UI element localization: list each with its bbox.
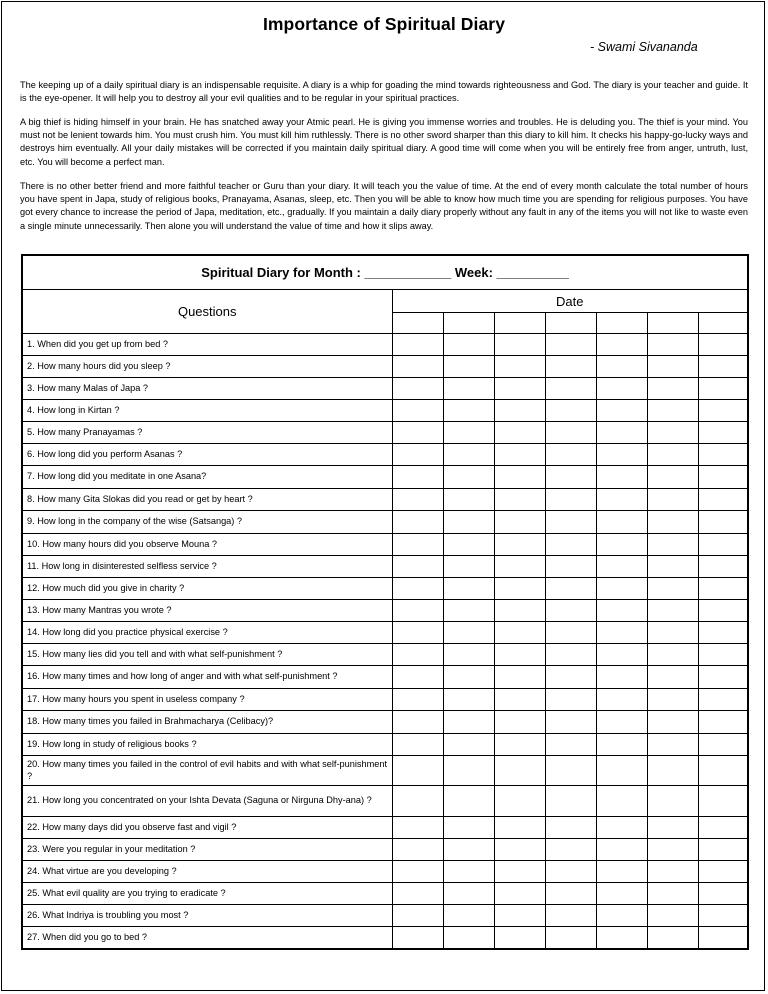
question-cell: 12. How much did you give in charity ? [22, 578, 392, 600]
answer-cell[interactable] [443, 756, 494, 786]
answer-cell[interactable] [443, 689, 494, 711]
answer-cell[interactable] [596, 666, 647, 689]
answer-cell[interactable] [596, 905, 647, 927]
answer-cell[interactable] [494, 466, 545, 489]
answer-cell[interactable] [392, 556, 443, 578]
answer-cell[interactable] [647, 817, 698, 839]
answer-cell[interactable] [494, 622, 545, 644]
answer-cell[interactable] [494, 356, 545, 378]
answer-cell[interactable] [596, 861, 647, 883]
answer-cell[interactable] [494, 711, 545, 734]
answer-cell[interactable] [494, 489, 545, 511]
answer-cell[interactable] [494, 578, 545, 600]
answer-cell[interactable] [596, 689, 647, 711]
answer-cell[interactable] [545, 444, 596, 466]
answer-cell[interactable] [443, 861, 494, 883]
answer-cell[interactable] [545, 644, 596, 666]
question-cell: 17. How many hours you spent in useless company ? [22, 689, 392, 711]
answer-cell[interactable] [698, 905, 748, 927]
answer-cell[interactable] [596, 786, 647, 817]
answer-cell[interactable] [494, 689, 545, 711]
answer-cell[interactable] [443, 600, 494, 622]
answer-cell[interactable] [647, 378, 698, 400]
answer-cell[interactable] [698, 422, 748, 444]
answer-cell[interactable] [647, 356, 698, 378]
question-cell: 4. How long in Kirtan ? [22, 400, 392, 422]
answer-cell[interactable] [392, 666, 443, 689]
answer-cell[interactable] [596, 839, 647, 861]
answer-cell[interactable] [494, 378, 545, 400]
answer-cell[interactable] [443, 644, 494, 666]
answer-cell[interactable] [494, 600, 545, 622]
answer-cell[interactable] [443, 666, 494, 689]
question-cell: 10. How many hours did you observe Mouna ? [22, 534, 392, 556]
question-cell: 27. When did you go to bed ? [22, 927, 392, 949]
answer-cell[interactable] [494, 927, 545, 949]
answer-cell[interactable] [443, 578, 494, 600]
answer-cell[interactable] [494, 756, 545, 786]
answer-cell[interactable] [392, 756, 443, 786]
answer-cell[interactable] [647, 861, 698, 883]
answer-cell[interactable] [698, 489, 748, 511]
answer-cell[interactable] [392, 786, 443, 817]
answer-cell[interactable] [545, 905, 596, 927]
table-row [22, 334, 748, 356]
answer-cell[interactable] [596, 489, 647, 511]
answer-cell[interactable] [596, 817, 647, 839]
answer-cell[interactable] [545, 511, 596, 534]
answer-cell[interactable] [647, 689, 698, 711]
answer-cell[interactable] [698, 644, 748, 666]
table-row [22, 927, 748, 949]
answer-cell[interactable] [443, 444, 494, 466]
answer-cell[interactable] [392, 600, 443, 622]
answer-cell[interactable] [596, 883, 647, 905]
table-row [22, 556, 748, 578]
answer-cell[interactable] [647, 511, 698, 534]
answer-cell[interactable] [545, 600, 596, 622]
answer-cell[interactable] [647, 600, 698, 622]
answer-cell[interactable] [698, 689, 748, 711]
answer-cell[interactable] [596, 578, 647, 600]
answer-cell[interactable] [494, 905, 545, 927]
answer-cell[interactable] [443, 422, 494, 444]
date-cell[interactable] [596, 313, 647, 334]
answer-cell[interactable] [698, 444, 748, 466]
table-row [22, 839, 748, 861]
answer-cell[interactable] [545, 689, 596, 711]
answer-cell[interactable] [392, 356, 443, 378]
answer-cell[interactable] [443, 734, 494, 756]
answer-cell[interactable] [392, 711, 443, 734]
answer-cell[interactable] [494, 839, 545, 861]
answer-cell[interactable] [494, 511, 545, 534]
answer-cell[interactable] [545, 378, 596, 400]
answer-cell[interactable] [443, 400, 494, 422]
answer-cell[interactable] [698, 378, 748, 400]
answer-cell[interactable] [596, 422, 647, 444]
question-cell: 1. When did you get up from bed ? [22, 334, 392, 356]
answer-cell[interactable] [698, 786, 748, 817]
table-row [22, 689, 748, 711]
answer-cell[interactable] [494, 666, 545, 689]
answer-cell[interactable] [443, 489, 494, 511]
answer-cell[interactable] [392, 444, 443, 466]
table-row [22, 511, 748, 534]
answer-cell[interactable] [596, 600, 647, 622]
author: - Swami Sivananda [590, 40, 698, 54]
answer-cell[interactable] [647, 489, 698, 511]
table-row [22, 711, 748, 734]
answer-cell[interactable] [647, 466, 698, 489]
answer-cell[interactable] [596, 534, 647, 556]
question-cell: 23. Were you regular in your meditation ? [22, 839, 392, 861]
spiritual-diary-table [21, 254, 749, 950]
answer-cell[interactable] [698, 622, 748, 644]
answer-cell[interactable] [647, 334, 698, 356]
answer-cell[interactable] [698, 578, 748, 600]
date-cell[interactable] [698, 313, 748, 334]
date-cell[interactable] [647, 313, 698, 334]
answer-cell[interactable] [596, 378, 647, 400]
answer-cell[interactable] [392, 883, 443, 905]
question-cell: 7. How long did you meditate in one Asana? [22, 466, 392, 489]
question-cell: 9. How long in the company of the wise (Satsanga) ? [22, 511, 392, 534]
answer-cell[interactable] [392, 689, 443, 711]
answer-cell[interactable] [545, 422, 596, 444]
question-cell: 18. How many times you failed in Brahmacharya (Celibacy)? [22, 711, 392, 734]
answer-cell[interactable] [647, 839, 698, 861]
answer-cell[interactable] [392, 466, 443, 489]
answer-cell[interactable] [545, 334, 596, 356]
answer-cell[interactable] [545, 927, 596, 949]
answer-cell[interactable] [392, 334, 443, 356]
answer-cell[interactable] [698, 600, 748, 622]
table-row [22, 861, 748, 883]
answer-cell[interactable] [596, 511, 647, 534]
question-cell: 3. How many Malas of Japa ? [22, 378, 392, 400]
answer-cell[interactable] [647, 883, 698, 905]
table-row [22, 666, 748, 689]
answer-cell[interactable] [392, 400, 443, 422]
answer-cell[interactable] [596, 400, 647, 422]
answer-cell[interactable] [392, 422, 443, 444]
answer-cell[interactable] [443, 883, 494, 905]
answer-cell[interactable] [443, 905, 494, 927]
answer-cell[interactable] [545, 534, 596, 556]
question-cell: 5. How many Pranayamas ? [22, 422, 392, 444]
answer-cell[interactable] [596, 334, 647, 356]
answer-cell[interactable] [545, 756, 596, 786]
answer-cell[interactable] [494, 734, 545, 756]
answer-cell[interactable] [545, 666, 596, 689]
answer-cell[interactable] [698, 839, 748, 861]
question-cell: 6. How long did you perform Asanas ? [22, 444, 392, 466]
answer-cell[interactable] [596, 466, 647, 489]
answer-cell[interactable] [392, 622, 443, 644]
answer-cell[interactable] [698, 511, 748, 534]
answer-cell[interactable] [698, 927, 748, 949]
table-row [22, 734, 748, 756]
question-cell: 19. How long in study of religious books ? [22, 734, 392, 756]
answer-cell[interactable] [647, 534, 698, 556]
answer-cell[interactable] [596, 734, 647, 756]
question-cell: 22. How many days did you observe fast and vigil ? [22, 817, 392, 839]
answer-cell[interactable] [596, 356, 647, 378]
answer-cell[interactable] [647, 756, 698, 786]
date-cell[interactable] [392, 313, 443, 334]
answer-cell[interactable] [494, 883, 545, 905]
answer-cell[interactable] [596, 556, 647, 578]
answer-cell[interactable] [596, 444, 647, 466]
table-row [22, 817, 748, 839]
question-cell: 8. How many Gita Slokas did you read or get by heart ? [22, 489, 392, 511]
answer-cell[interactable] [698, 817, 748, 839]
answer-cell[interactable] [545, 466, 596, 489]
question-cell: 25. What evil quality are you trying to eradicate ? [22, 883, 392, 905]
answer-cell[interactable] [443, 556, 494, 578]
answer-cell[interactable] [545, 734, 596, 756]
answer-cell[interactable] [545, 861, 596, 883]
answer-cell[interactable] [392, 534, 443, 556]
table-row [22, 444, 748, 466]
answer-cell[interactable] [647, 578, 698, 600]
table-row [22, 489, 748, 511]
intro-paragraph-2: A big thief is hiding himself in your brain. He has snatched away your Atmic pearl. He is giving you immense worries and troubles. He is deluding you. The thief is your mind. You must not be lenient towards him. You must crush him. You must kill him ruthlessly. There is no other sword sharper than this diary to kill him. It checks his happy-go-lucky ways and destroys him eventually. All your daily mistakes will be corrected if you maintain daily spiritual diary. A good time will come when you will be entirely free from anger, untruth, lust, etc. You will become a perfect man. [20, 117, 748, 167]
questions-header: Questions [22, 290, 392, 334]
table-row [22, 378, 748, 400]
answer-cell[interactable] [647, 734, 698, 756]
table-row [22, 356, 748, 378]
answer-cell[interactable] [596, 756, 647, 786]
answer-cell[interactable] [494, 817, 545, 839]
answer-cell[interactable] [443, 786, 494, 817]
answer-cell[interactable] [392, 861, 443, 883]
answer-cell[interactable] [443, 356, 494, 378]
answer-cell[interactable] [545, 883, 596, 905]
table-row [22, 622, 748, 644]
answer-cell[interactable] [698, 861, 748, 883]
answer-cell[interactable] [443, 466, 494, 489]
answer-cell[interactable] [698, 534, 748, 556]
answer-cell[interactable] [545, 711, 596, 734]
table-row [22, 786, 748, 817]
answer-cell[interactable] [494, 644, 545, 666]
answer-cell[interactable] [443, 711, 494, 734]
date-cell[interactable] [545, 313, 596, 334]
answer-cell[interactable] [647, 905, 698, 927]
answer-cell[interactable] [392, 644, 443, 666]
answer-cell[interactable] [494, 556, 545, 578]
question-cell: 24. What virtue are you developing ? [22, 861, 392, 883]
question-cell: 14. How long did you practice physical exercise ? [22, 622, 392, 644]
answer-cell[interactable] [698, 400, 748, 422]
answer-cell[interactable] [494, 786, 545, 817]
answer-cell[interactable] [545, 556, 596, 578]
table-row [22, 400, 748, 422]
answer-cell[interactable] [647, 666, 698, 689]
answer-cell[interactable] [443, 378, 494, 400]
answer-cell[interactable] [647, 644, 698, 666]
answer-cell[interactable] [545, 622, 596, 644]
answer-cell[interactable] [545, 786, 596, 817]
answer-cell[interactable] [545, 817, 596, 839]
answer-cell[interactable] [545, 356, 596, 378]
answer-cell[interactable] [392, 578, 443, 600]
table-row [22, 905, 748, 927]
answer-cell[interactable] [494, 334, 545, 356]
answer-cell[interactable] [392, 927, 443, 949]
answer-cell[interactable] [494, 422, 545, 444]
answer-cell[interactable] [545, 489, 596, 511]
answer-cell[interactable] [392, 511, 443, 534]
answer-cell[interactable] [698, 356, 748, 378]
answer-cell[interactable] [494, 400, 545, 422]
table-row [22, 756, 748, 786]
table-row [22, 578, 748, 600]
answer-cell[interactable] [392, 734, 443, 756]
answer-cell[interactable] [392, 839, 443, 861]
answer-cell[interactable] [443, 334, 494, 356]
answer-cell[interactable] [443, 817, 494, 839]
table-row [22, 466, 748, 489]
answer-cell[interactable] [443, 839, 494, 861]
date-header: Date [392, 290, 748, 313]
answer-cell[interactable] [698, 334, 748, 356]
answer-cell[interactable] [392, 817, 443, 839]
answer-cell[interactable] [494, 534, 545, 556]
question-cell: 15. How many lies did you tell and with what self-punishment ? [22, 644, 392, 666]
question-cell: 21. How long you concentrated on your Ishta Devata (Saguna or Nirguna Dhy-ana) ? [22, 786, 392, 817]
question-cell: 20. How many times you failed in the control of evil habits and with what self-punishment ? [22, 756, 392, 786]
answer-cell[interactable] [698, 666, 748, 689]
question-cell: 2. How many hours did you sleep ? [22, 356, 392, 378]
answer-cell[interactable] [596, 644, 647, 666]
answer-cell[interactable] [647, 786, 698, 817]
answer-cell[interactable] [698, 556, 748, 578]
answer-cell[interactable] [596, 622, 647, 644]
table-row [22, 883, 748, 905]
page-title: Importance of Spiritual Diary [262, 14, 506, 34]
intro-paragraph-3: There is no other better friend and more faithful teacher or Guru than your diary. It will teach you the value of time. At the end of every month calculate the total number of hours you have spent in Japa, study of religious books, Pranayama, Asanas, sleep, etc. Then you will be able to know how much time you are spending for religious purposes. You have got every chance to increase the period of Japa, meditation, etc., gradually. If you maintain a daily diary properly without any fault in any of the items you will not like to waste even a single minute unnecessarily. Then alone you will understand the value of time and how it slips away. [20, 181, 748, 231]
table-row [22, 534, 748, 556]
answer-cell[interactable] [647, 711, 698, 734]
answer-cell[interactable] [596, 927, 647, 949]
intro-paragraph-1: The keeping up of a daily spiritual diary is an indispensable requisite. A diary is a whip for goading the mind towards righteousness and God. The diary is your teacher and guide. It is the eye-opener. It will help you to destroy all your evil qualities and to be regular in your spiritual practices. [20, 80, 748, 104]
answer-cell[interactable] [647, 400, 698, 422]
answer-cell[interactable] [647, 622, 698, 644]
question-cell: 16. How many times and how long of anger and with what self-punishment ? [22, 666, 392, 689]
answer-cell[interactable] [392, 489, 443, 511]
answer-cell[interactable] [596, 711, 647, 734]
month-week-header: Spiritual Diary for Month : ____________ Week: __________ [22, 255, 748, 290]
answer-cell[interactable] [698, 734, 748, 756]
answer-cell[interactable] [698, 756, 748, 786]
answer-cell[interactable] [443, 534, 494, 556]
answer-cell[interactable] [392, 378, 443, 400]
answer-cell[interactable] [545, 578, 596, 600]
answer-cell[interactable] [545, 400, 596, 422]
answer-cell[interactable] [443, 927, 494, 949]
table-row [22, 422, 748, 444]
date-cell[interactable] [443, 313, 494, 334]
answer-cell[interactable] [494, 861, 545, 883]
answer-cell[interactable] [647, 444, 698, 466]
date-cell[interactable] [494, 313, 545, 334]
answer-cell[interactable] [494, 444, 545, 466]
table-row [22, 644, 748, 666]
question-cell: 26. What Indriya is troubling you most ? [22, 905, 392, 927]
table-row [22, 600, 748, 622]
answer-cell[interactable] [698, 711, 748, 734]
answer-cell[interactable] [698, 883, 748, 905]
answer-cell[interactable] [647, 422, 698, 444]
answer-cell[interactable] [443, 622, 494, 644]
answer-cell[interactable] [647, 556, 698, 578]
answer-cell[interactable] [647, 927, 698, 949]
answer-cell[interactable] [698, 466, 748, 489]
question-cell: 13. How many Mantras you wrote ? [22, 600, 392, 622]
answer-cell[interactable] [545, 839, 596, 861]
answer-cell[interactable] [392, 905, 443, 927]
question-cell: 11. How long in disinterested selfless service ? [22, 556, 392, 578]
answer-cell[interactable] [443, 511, 494, 534]
